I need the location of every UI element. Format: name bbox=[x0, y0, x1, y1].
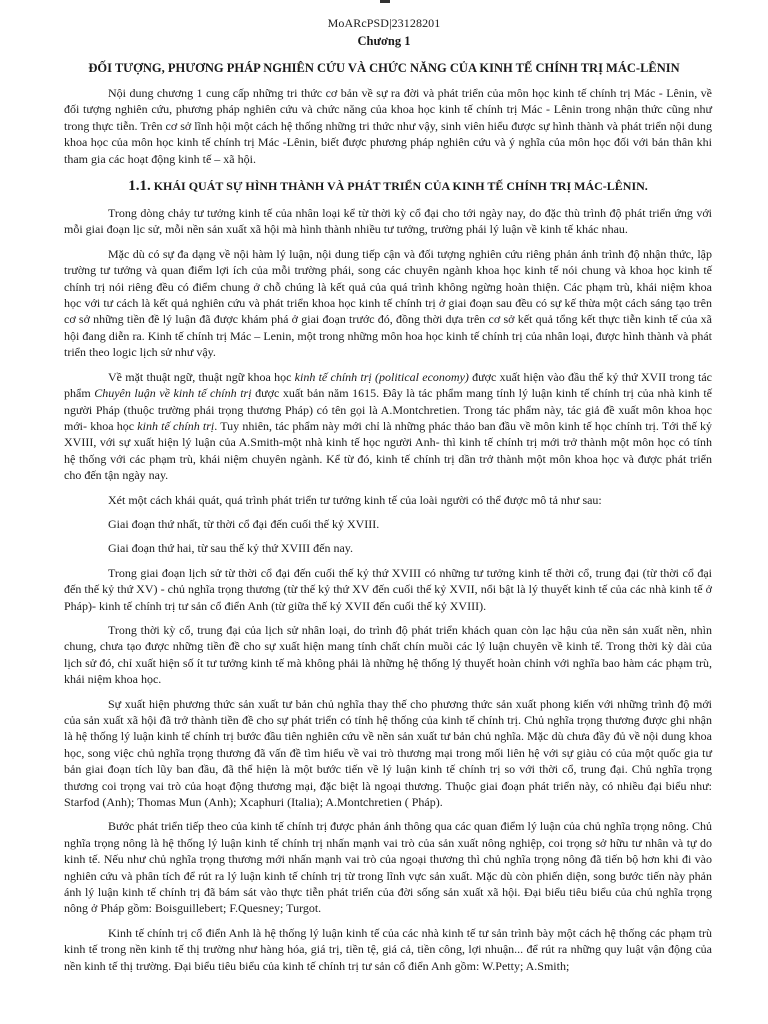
page-top-mark bbox=[380, 0, 390, 3]
paragraph-3-text-c: được xuất hiện vào đầu thế kỷ thứ XVII trong tác phẩm bbox=[64, 369, 712, 401]
paragraph-2: Mặc dù có sự đa dạng về nội hàm lý luận, nội dung tiếp cận và đối tượng nghiên cứu riêng phản ánh trình độ nhận thức, lập trường tư tưởng và quan điểm lợi ích của mỗi trường phái, song các chuyên ngành khoa học kinh tế nói chung và khoa học kinh tế chính trị nói riêng đều có điểm chung ở chỗ chúng là kết quả của quá trình không ngừng hoàn thiện. Các phạm trù, khái niệm khoa học với tư cách là kết quả nghiên cứu và phát triển khoa học kinh tế chính trị ở giai đoạn sau đều có sự kế thừa một cách sáng tạo trên cơ sở những tiền đề lý luận đã được khám phá ở giai đoạn trước đó, đồng thời dựa trên cơ sở kết quả tổng kết thực tiễn kinh tế của xã hội đang diễn ra. Kinh tế chính trị Mác – Lenin, một trong những môn hoa học kinh tế chính trị của nhân loại, được hình thành và phát triển theo logic lịch sử như vậy. bbox=[64, 246, 712, 360]
paragraph-1: Trong dòng chảy tư tưởng kinh tế của nhân loại kể từ thời kỳ cổ đại cho tới ngày nay, do đặc thù trình độ phát triển ứng với mỗi giai đoạn lịc sử, mỗi nền sản xuất xã hội mà hình thành nhiều tư tưởng, trường phái lý luận về kinh tế khác nhau. bbox=[64, 206, 712, 237]
paragraph-3-term-kinh-te-chinh-tri: kinh tế chính trị bbox=[137, 418, 215, 433]
chapter-title: ĐỐI TƯỢNG, PHƯƠNG PHÁP NGHIÊN CỨU VÀ CHỨC NĂNG CỦA KINH TẾ CHÍNH TRỊ MÁC-LÊNIN bbox=[88, 61, 680, 75]
section-heading bbox=[64, 175, 712, 197]
paragraph-5: Giai đoạn thứ nhất, từ thời cổ đại đến cuối thế kỷ XVIII. bbox=[108, 516, 380, 531]
paragraph-4: Xét một cách khái quát, quá trình phát triển tư tưởng kinh tế của loài người có thể được mô tả như sau: bbox=[108, 492, 602, 507]
paragraph-3-term-political-economy: kinh tế chính trị (political economy) bbox=[294, 369, 469, 384]
paragraph-3-text-e: được xuất bản năm 1615. Đây là tác phẩm mang tính lý luận kinh tế chính trị của nhà kinh tế người Pháp (thuộc trường phái trọng thương Pháp) có tên gọi là A.Montchretien. Trong tác phẩm này, tác giả đề xuất môn khoa học mới- khoa học bbox=[64, 386, 712, 433]
section-title: KHÁI QUÁT SỰ HÌNH THÀNH VÀ PHÁT TRIỂN CỦA KINH TẾ CHÍNH TRỊ MÁC-LÊNIN. bbox=[153, 179, 648, 194]
paragraph-10: Bước phát triển tiếp theo của kinh tế chính trị được phản ánh thông qua các quan điểm lý luận của chủ nghĩa trọng nông. Chủ nghĩa trọng nông là hệ thống lý luận kinh tế chính trị nhấn mạnh vai trò của sản xuất nông nghiệp, coi trọng sở hữu tư nhân và tự do kinh tế. Nếu như chủ nghĩa trọng thương mới nhấn mạnh vai trò của ngoại thương thì chủ nghĩa trọng nông đã tiến bộ hơn khi đi vào nghiên cứu và phân tích để rút ra lý luận kinh tế chính trị từ trong lĩnh vực sản xuất. Mặc dù còn phiến diện, song bước tiến này phản ánh lý luận kinh tế chính trị đã bám sát vào thực tiễn phát triển của đời sống sản xuất xã hội. Đại biểu tiêu biểu của chủ nghĩa trọng nông ở Pháp gồm: Boisguillebert; F.Quesney; Turgot. bbox=[64, 819, 712, 916]
chapter-label: Chương 1 bbox=[357, 34, 411, 48]
document-body bbox=[64, 85, 712, 982]
paragraph-9: Sự xuất hiện phương thức sản xuất tư bản chủ nghĩa thay thế cho phương thức sản xuất phong kiến với những trình độ mới của sản xuất xã hội đã trở thành tiền đề cho sự phát triển có tính hệ thống của kinh tế chính trị. Chủ nghĩa trọng thương được ghi nhận là hệ thống lý luận kinh tế chính trị bước đầu tiên nghiên cứu về nền sản xuất tư bản chủ nghĩa. Mặc dù chưa đầy đủ về nội dung khoa học, song việc chủ nghĩa trọng thương đã vấn đề tìm hiểu về vai trò thương mại trong mối liên hệ với sự giàu có của một quốc gia tư bản giai đoạn tích lũy ban đầu, đã thể hiện là một bước tiến về lý luận kinh tế chính trị so với thời cổ, trung đại. Chủ nghĩa trọng thương coi trọng vai trò của hoạt động thương mại, đặc biệt là ngoại thương. Thuộc giai đoạn phát triển này, có nhiều đại biểu như: Starfod (Anh); Thomas Mun (Anh); Xcaphuri (Italia); A.Montchretien ( Pháp). bbox=[64, 696, 712, 810]
paragraph-3-book-title: Chuyên luận về kinh tế chính trị bbox=[94, 386, 252, 401]
paragraph-11: Kinh tế chính trị cổ điển Anh là hệ thống lý luận kinh tế của các nhà kinh tế tư sản trình bày một cách hệ thống các phạm trù kinh tế trong nền kinh tế thị trường như hàng hóa, giá trị, tiền tệ, giá cả, tiền công, lợi nhuận... để rút ra những quy luật vận động của nền kinh tế thị trường. Đại biểu tiêu biểu của kinh tế chính trị tư sản cổ điển Anh gồm: W.Petty; A.Smith; bbox=[64, 925, 712, 973]
paragraph-7: Trong giai đoạn lịch sử từ thời cổ đại đến cuối thế kỷ thứ XVIII có những tư tưởng kinh tế thời cổ, trung đại (từ thời cổ đại đến thế kỷ thứ XV) - chủ nghĩa trọng thương (từ thế kỷ thứ XV đến cuối thế kỷ XVII, nổi bật là lý thuyết kinh tế của các nhà kinh tế ở Pháp)- kinh tế chính trị tư sản cổ điển Anh (từ giữa thế kỷ XVII đến cuối thế kỷ XVIII). bbox=[64, 565, 712, 613]
paragraph-8: Trong thời kỳ cổ, trung đại của lịch sử nhân loại, do trình độ phát triển khách quan còn lạc hậu của nền sản xuất nền, nhìn chung, chưa tạo được những tiền đề cho sự xuất hiện mang tính chất chín muồi các lý luận chuyên về kinh tế. Trong thời kỳ dài của lịch sử đó, chỉ xuất hiện số ít tư tưởng kinh tế mà không phải là những hệ thống lý thuyết hoàn chỉnh với nghĩa bao hàm các phạm trù, khái niệm khoa học. bbox=[64, 622, 712, 687]
paragraph-3-text-a: Về mặt thuật ngữ, thuật ngữ khoa học bbox=[108, 369, 295, 384]
paragraph-3-text-g: . Tuy nhiên, tác phẩm này mới chỉ là những phác thảo ban đầu về môn kinh tế học chính trị. Tới thế kỷ XVIII, với sự xuất hiện lý luận của A.Smith-một nhà kinh tế học người Anh- thì kinh tế chính trị mới trở thành một môn học có tính hệ thống với các phạm trù, khái niệm chuyên ngành. Kể từ đó, kinh tế chính trị dần trở thành một môn khoa học và được phát triển cho đến tận ngày nay. bbox=[64, 418, 712, 483]
paragraph-6: Giai đoạn thứ hai, từ sau thế kỷ thứ XVIII đến nay. bbox=[108, 541, 354, 556]
paragraph-3 bbox=[64, 369, 712, 484]
document-code: MoARcPSD|23128201 bbox=[327, 16, 441, 30]
intro-paragraph: Nội dung chương 1 cung cấp những tri thức cơ bản về sự ra đời và phát triển của môn học kinh tế chính trị Mác - Lênin, về đối tượng nghiên cứu, phương pháp nghiên cứu và chức năng của khoa học kinh tế chính trị Mác - Lênin trong nhận thức cũng như trong thực tiễn. Trên cơ sở lĩnh hội một cách hệ thống những tri thức như vậy, sinh viên hiểu được sự hình thành và phát triển nội dung khoa học của môn học kinh tế chính trị Mác -Lênin, biết được phương pháp nghiên cứu và ý nghĩa của môn học đối với bản thân khi tham gia các hoạt động kinh tế – xã hội. bbox=[64, 86, 712, 166]
section-number: 1.1. bbox=[128, 178, 151, 195]
